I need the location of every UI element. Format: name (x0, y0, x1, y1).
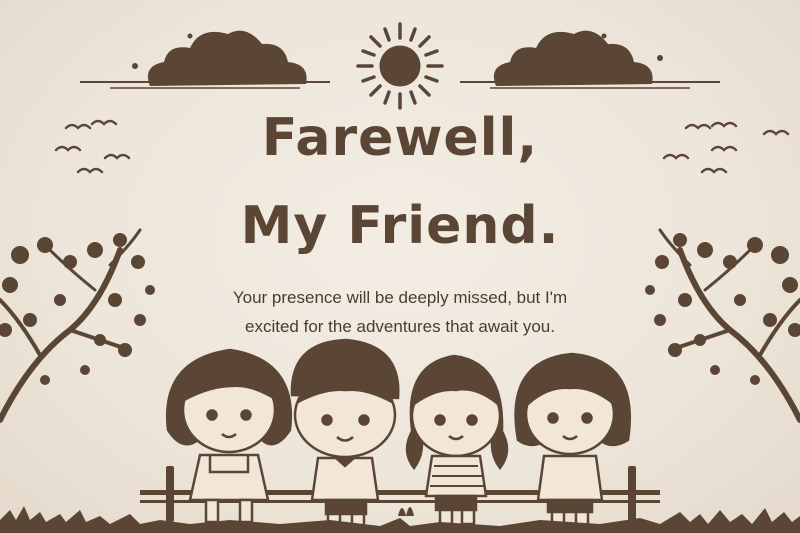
message-line-1: Your presence will be deeply missed, but I'm (232, 288, 568, 307)
child-illustration (167, 340, 630, 526)
cloud-icon (460, 31, 720, 88)
title-line-2: My Friend. (240, 196, 560, 256)
cloud-icon (80, 31, 330, 88)
grass-icon (0, 506, 800, 533)
title-line-1: Farewell, (261, 108, 539, 168)
sun-icon (358, 24, 442, 108)
message-line-2: excited for the adventures that await you. (245, 317, 555, 336)
